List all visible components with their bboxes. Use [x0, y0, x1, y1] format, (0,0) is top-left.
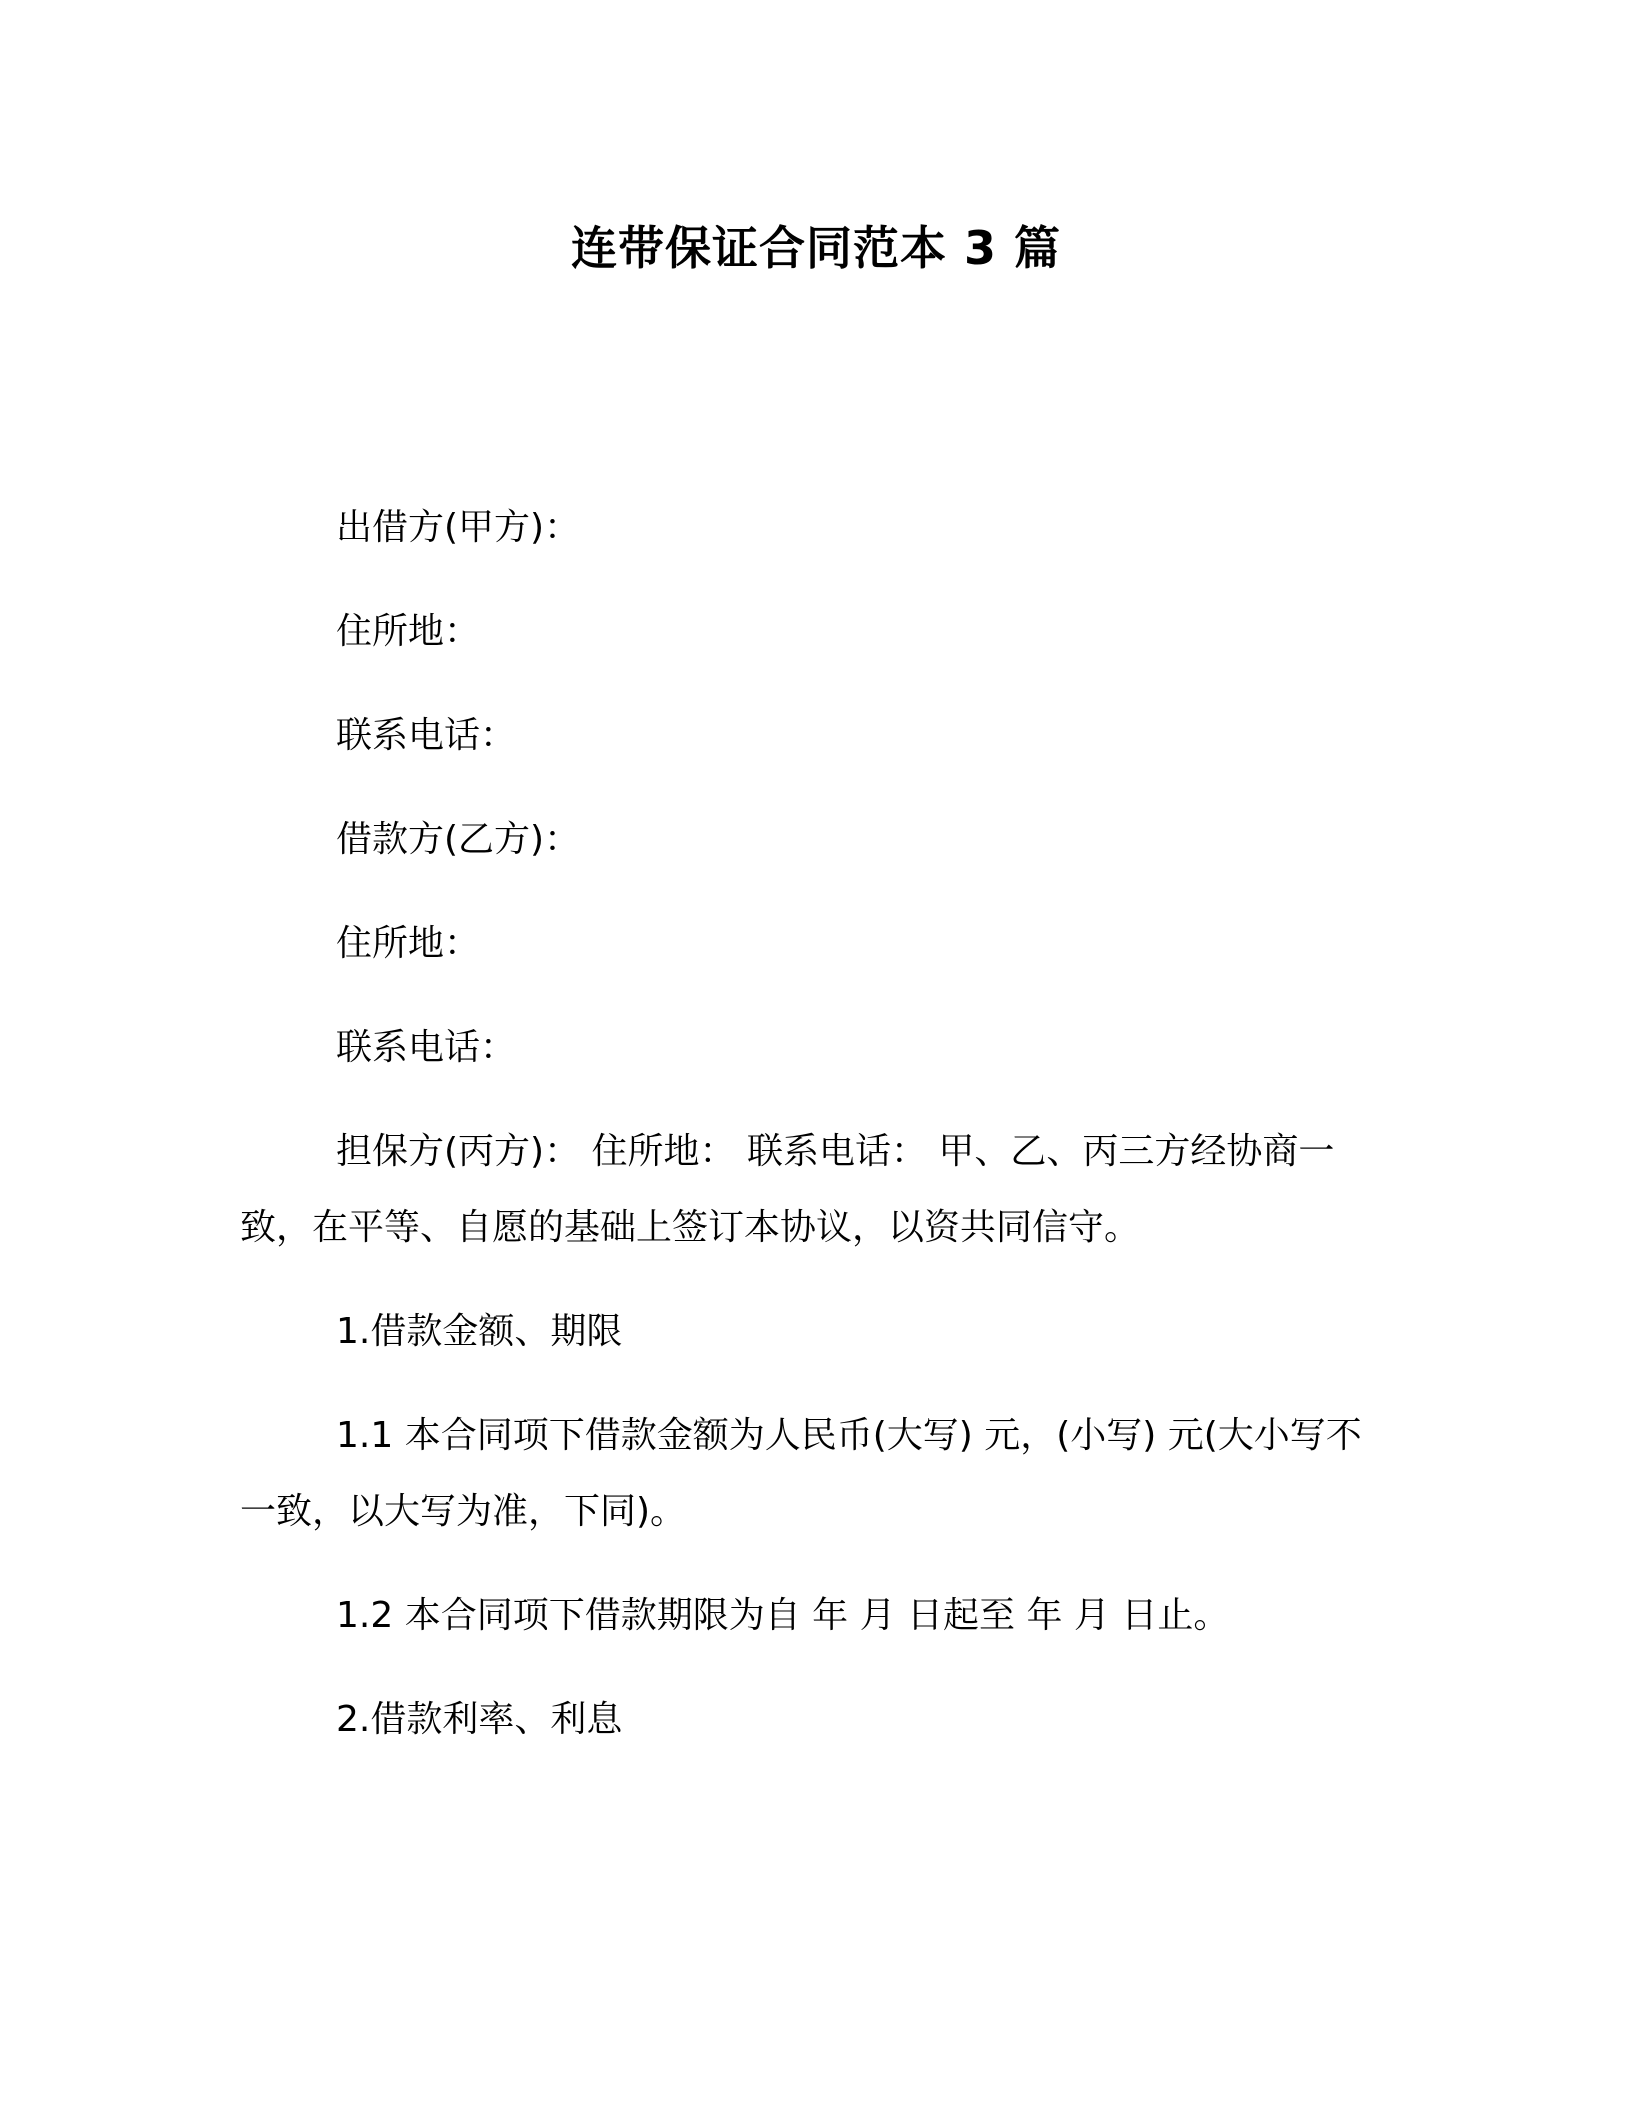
lender-address-field: 住所地： [336, 611, 481, 652]
clause-1-1: 1.1 本合同项下借款金额为人民币(大写) 元，(小写) 元(大小写不一致，以大写为准，下同)。 [240, 1415, 1362, 1532]
section-2-heading: 2.借款利率、利息 [336, 1699, 623, 1740]
clause-1-2: 1.2 本合同项下借款期限为自 年 月 日起至 年 月 日止。 [336, 1595, 1230, 1636]
lender-phone-field: 联系电话： [336, 715, 517, 756]
section-1-heading: 1.借款金额、期限 [336, 1311, 623, 1352]
borrower-phone-field: 联系电话： [336, 1027, 517, 1068]
guarantor-paragraph: 担保方(丙方)： 住所地： 联系电话： 甲、乙、丙三方经协商一致，在平等、自愿的基础上签订本协议，以资共同信守。 [240, 1131, 1335, 1248]
document-body [240, 490, 1380, 1786]
borrower-field: 借款方(乙方)： [336, 819, 581, 860]
document-title: 连带保证合同范本 3 篇 [570, 221, 1062, 275]
lender-field: 出借方(甲方)： [336, 507, 581, 548]
borrower-address-field: 住所地： [336, 923, 481, 964]
